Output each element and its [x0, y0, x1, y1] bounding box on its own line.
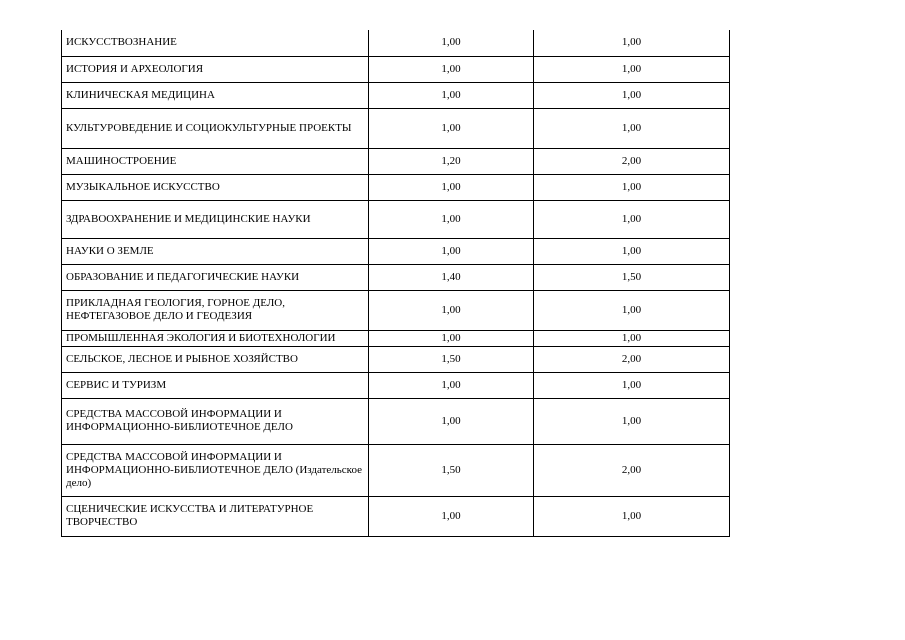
- row-value-1: 1,50: [369, 444, 534, 496]
- table-row: [62, 238, 730, 264]
- table-row: [62, 148, 730, 174]
- table-row: [62, 56, 730, 82]
- row-value-1: 1,00: [369, 290, 534, 330]
- row-label: ОБРАЗОВАНИЕ И ПЕДАГОГИЧЕСКИЕ НАУКИ: [62, 264, 369, 290]
- row-label: КЛИНИЧЕСКАЯ МЕДИЦИНА: [62, 82, 369, 108]
- table-row: [62, 200, 730, 238]
- row-label: СРЕДСТВА МАССОВОЙ ИНФОРМАЦИИ И ИНФОРМАЦИОННО-БИБЛИОТЕЧНОЕ ДЕЛО (Издательское дело): [62, 444, 369, 496]
- row-value-2: 1,00: [534, 108, 730, 148]
- row-value-2: 1,00: [534, 30, 730, 56]
- row-value-1: 1,40: [369, 264, 534, 290]
- table-row: [62, 264, 730, 290]
- table-row: [62, 398, 730, 444]
- row-value-1: 1,00: [369, 496, 534, 536]
- row-value-2: 1,00: [534, 372, 730, 398]
- row-label: ИСКУССТВОЗНАНИЕ: [62, 30, 369, 56]
- row-value-1: 1,00: [369, 174, 534, 200]
- row-value-2: 1,00: [534, 82, 730, 108]
- row-label: ПРОМЫШЛЕННАЯ ЭКОЛОГИЯ И БИОТЕХНОЛОГИИ: [62, 330, 369, 346]
- row-value-2: 1,00: [534, 398, 730, 444]
- table-row: [62, 444, 730, 496]
- row-value-1: 1,00: [369, 372, 534, 398]
- row-label: СРЕДСТВА МАССОВОЙ ИНФОРМАЦИИ И ИНФОРМАЦИОННО-БИБЛИОТЕЧНОЕ ДЕЛО: [62, 398, 369, 444]
- coefficients-table: [61, 30, 730, 537]
- row-value-2: 1,00: [534, 330, 730, 346]
- row-value-2: 1,00: [534, 290, 730, 330]
- row-value-2: 2,00: [534, 148, 730, 174]
- table-row: [62, 496, 730, 536]
- table-row: [62, 346, 730, 372]
- row-label: МУЗЫКАЛЬНОЕ ИСКУССТВО: [62, 174, 369, 200]
- row-value-2: 1,00: [534, 174, 730, 200]
- row-label: ЗДРАВООХРАНЕНИЕ И МЕДИЦИНСКИЕ НАУКИ: [62, 200, 369, 238]
- row-label: ИСТОРИЯ И АРХЕОЛОГИЯ: [62, 56, 369, 82]
- table-row: [62, 174, 730, 200]
- table-row: [62, 372, 730, 398]
- row-value-1: 1,00: [369, 398, 534, 444]
- row-value-1: 1,00: [369, 56, 534, 82]
- row-value-2: 1,50: [534, 264, 730, 290]
- row-value-2: 2,00: [534, 444, 730, 496]
- table-row: [62, 30, 730, 56]
- row-value-2: 1,00: [534, 238, 730, 264]
- table-row: [62, 108, 730, 148]
- row-value-1: 1,00: [369, 330, 534, 346]
- row-label: ПРИКЛАДНАЯ ГЕОЛОГИЯ, ГОРНОЕ ДЕЛО, НЕФТЕГАЗОВОЕ ДЕЛО И ГЕОДЕЗИЯ: [62, 290, 369, 330]
- row-value-2: 1,00: [534, 56, 730, 82]
- row-value-2: 1,00: [534, 496, 730, 536]
- row-label: МАШИНОСТРОЕНИЕ: [62, 148, 369, 174]
- table-body: [62, 30, 730, 536]
- row-label: СЕРВИС И ТУРИЗМ: [62, 372, 369, 398]
- row-value-2: 2,00: [534, 346, 730, 372]
- row-value-1: 1,00: [369, 82, 534, 108]
- table-row: [62, 330, 730, 346]
- row-value-1: 1,50: [369, 346, 534, 372]
- table-row: [62, 290, 730, 330]
- row-value-2: 1,00: [534, 200, 730, 238]
- row-label: НАУКИ О ЗЕМЛЕ: [62, 238, 369, 264]
- row-value-1: 1,00: [369, 238, 534, 264]
- row-value-1: 1,00: [369, 200, 534, 238]
- row-label: СЕЛЬСКОЕ, ЛЕСНОЕ И РЫБНОЕ ХОЗЯЙСТВО: [62, 346, 369, 372]
- row-label: СЦЕНИЧЕСКИЕ ИСКУССТВА И ЛИТЕРАТУРНОЕ ТВОРЧЕСТВО: [62, 496, 369, 536]
- row-value-1: 1,00: [369, 108, 534, 148]
- row-label: КУЛЬТУРОВЕДЕНИЕ И СОЦИОКУЛЬТУРНЫЕ ПРОЕКТЫ: [62, 108, 369, 148]
- row-value-1: 1,20: [369, 148, 534, 174]
- table-row: [62, 82, 730, 108]
- row-value-1: 1,00: [369, 30, 534, 56]
